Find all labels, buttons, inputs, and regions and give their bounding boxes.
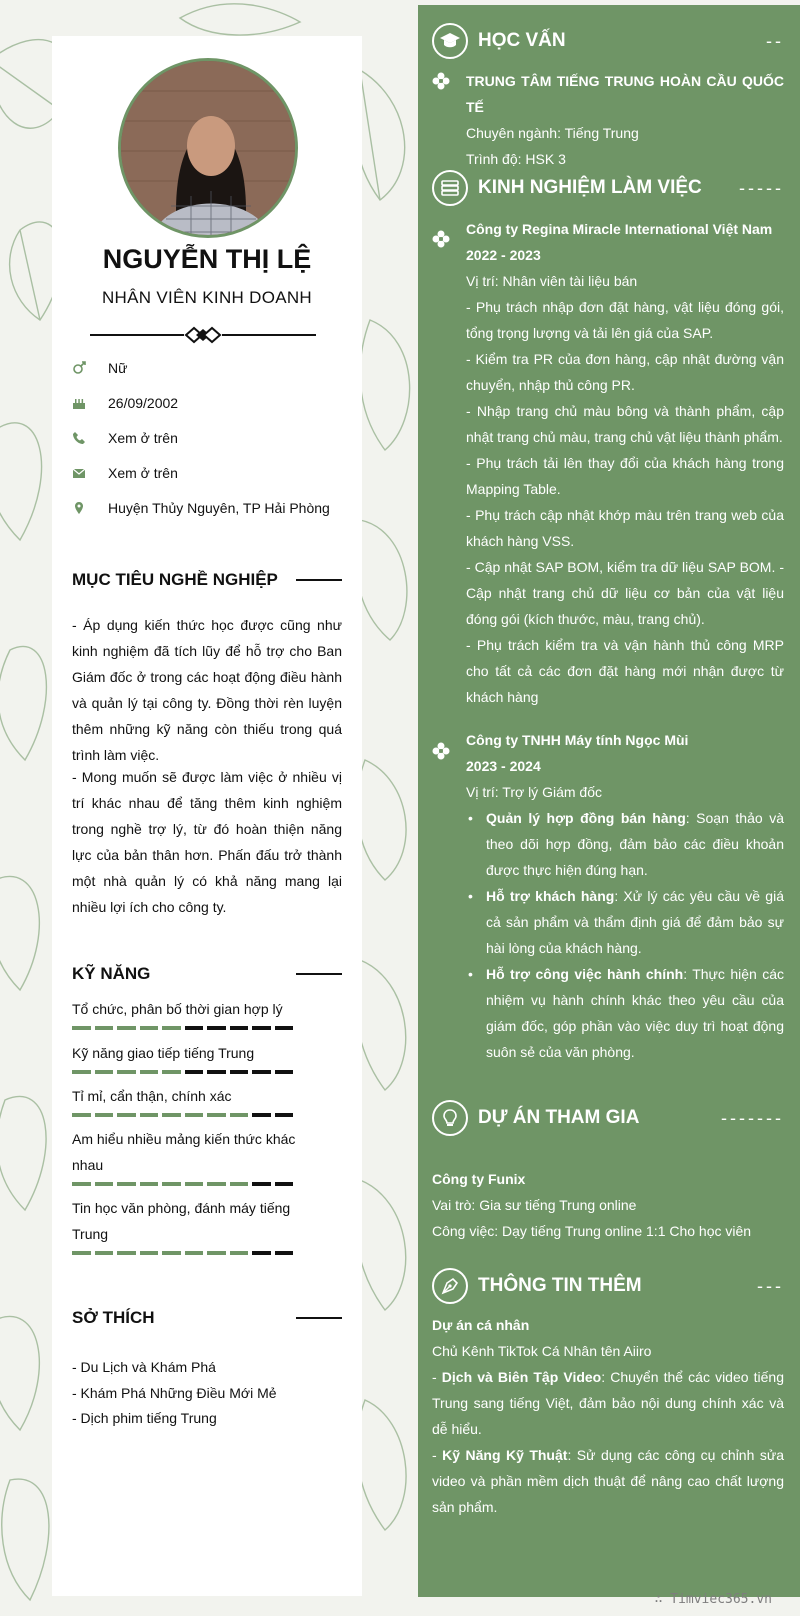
company-name: Công ty TNHH Máy tính Ngọc Mùi bbox=[466, 732, 689, 748]
extra-line: Chủ Kênh TikTok Cá Nhân tên Aiiro bbox=[432, 1343, 652, 1359]
skill-segment bbox=[185, 1070, 204, 1074]
experience-entry bbox=[466, 216, 784, 710]
skill-segment bbox=[117, 1113, 136, 1117]
skill-segment bbox=[140, 1113, 159, 1117]
experience-entry bbox=[466, 727, 784, 1065]
skill-segment bbox=[162, 1182, 181, 1186]
bullet-bold: Kỹ Năng Kỹ Thuật bbox=[442, 1447, 568, 1463]
skill-segment bbox=[230, 1251, 249, 1255]
skill-segment bbox=[252, 1070, 271, 1074]
skill-level-bar bbox=[72, 1182, 302, 1186]
job-period: 2022 - 2023 bbox=[466, 247, 541, 263]
skill-segment bbox=[207, 1182, 226, 1186]
hobby-item: - Du Lịch và Khám Phá bbox=[72, 1359, 216, 1375]
graduation-cap-icon bbox=[432, 23, 468, 59]
bullet-bold: Dịch và Biên Tập Video bbox=[441, 1369, 602, 1385]
skill-segment bbox=[185, 1113, 204, 1117]
hobby-item: - Khám Phá Những Điều Mới Mẻ bbox=[72, 1385, 277, 1401]
education-major: Chuyên ngành: Tiếng Trung bbox=[466, 125, 639, 141]
job-bullet bbox=[466, 805, 784, 883]
skill-segment bbox=[95, 1113, 114, 1117]
section-title-line bbox=[296, 579, 342, 581]
skill-segment bbox=[140, 1251, 159, 1255]
contact-value: Xem ở trên bbox=[108, 465, 178, 481]
contact-gender bbox=[72, 356, 362, 380]
experience-section-header bbox=[432, 168, 784, 208]
skill-segment bbox=[140, 1070, 159, 1074]
pen-nib-icon bbox=[432, 1268, 468, 1304]
skill-segment bbox=[95, 1251, 114, 1255]
objective-paragraph-2: - Mong muốn sẽ được làm việc ở nhiều vị trí khác nhau để tăng thêm kinh nghiệm trong nghề trợ lý, từ đó hoàn thiện năng lực của bản thân hơn. Phấn đấu trở thành một nhà quản lý có khả năng mang lại nhiều lợi ích cho công ty. bbox=[72, 769, 342, 915]
skill-segment bbox=[275, 1182, 294, 1186]
contact-phone bbox=[72, 426, 362, 450]
objective-paragraph-1: - Áp dụng kiến thức học được cũng như kinh nghiệm đã tích lũy để hỗ trợ cho Ban Giám đốc ở trong các hoạt động điều hành và quản lý tại công ty. Đồng thời rèn luyện thêm những kỹ năng còn thiếu trong quá trình làm việc. bbox=[72, 617, 342, 763]
education-section-header bbox=[432, 21, 784, 61]
skill-segment bbox=[117, 1182, 136, 1186]
skill-segment bbox=[72, 1026, 91, 1030]
job-duty: - Phụ trách nhập đơn đặt hàng, vật liệu đóng gói, tổng trọng lượng và tải lên giá của SAP. bbox=[466, 299, 784, 341]
company-name: Công ty Regina Miracle International Việt Nam bbox=[466, 221, 773, 237]
project-company: Công ty Funix bbox=[432, 1171, 526, 1187]
skill-segment bbox=[140, 1182, 159, 1186]
birthday-cake-icon bbox=[72, 396, 108, 410]
avatar bbox=[118, 58, 298, 238]
extra-bullet: - Dịch và Biên Tập Video: Chuyển thể các video tiếng Trung sang tiếng Việt, đảm bảo nội dung chính xác và dễ hiểu. bbox=[432, 1369, 785, 1437]
bullet-text: : Thực hiện các nhiệm vụ hành chính khác theo yêu cầu của giám đốc, góp phần vào việc duy trì hoạt động suôn sẻ của văn phòng. bbox=[486, 966, 784, 1060]
section-title-text: HỌC VẤN bbox=[478, 30, 566, 51]
objective-section-title bbox=[72, 568, 342, 592]
skill-segment bbox=[162, 1113, 181, 1117]
skill-segment bbox=[162, 1026, 181, 1030]
contact-address bbox=[72, 496, 362, 520]
section-title-text: KỸ NĂNG bbox=[72, 964, 151, 983]
job-duty: - Phụ trách cập nhật khớp màu trên trang web của khách hàng VSS. bbox=[466, 507, 784, 549]
section-dash: -- bbox=[766, 30, 784, 51]
projects-section-header bbox=[432, 1098, 784, 1138]
section-title-text: DỰ ÁN THAM GIA bbox=[478, 1107, 640, 1128]
job-duty: - Nhập trang chủ màu bông và thành phẩm, cập nhật trang chủ màu, trang chủ vật liệu thành phẩm. bbox=[466, 403, 784, 445]
skill-segment bbox=[185, 1182, 204, 1186]
skill-segment bbox=[72, 1182, 91, 1186]
skill-item bbox=[72, 1040, 302, 1074]
watermark: ∴ Timviec365.vn bbox=[654, 1592, 772, 1607]
skill-segment bbox=[275, 1113, 294, 1117]
job-position: Vị trí: Trợ lý Giám đốc bbox=[466, 784, 602, 800]
skill-segment bbox=[207, 1070, 226, 1074]
contact-birthday bbox=[72, 391, 362, 415]
job-duty: - Phụ trách kiểm tra và vận hành thủ công MRP cho tất cả các đơn đặt hàng mới nhận được từ khách hàng bbox=[466, 637, 784, 705]
skill-segment bbox=[252, 1113, 271, 1117]
education-level: Trình độ: HSK 3 bbox=[466, 151, 566, 167]
skill-segment bbox=[117, 1251, 136, 1255]
section-title-text: KINH NGHIỆM LÀM VIỆC bbox=[478, 177, 702, 198]
job-period: 2023 - 2024 bbox=[466, 758, 541, 774]
skill-level-bar bbox=[72, 1026, 302, 1030]
skill-segment bbox=[207, 1026, 226, 1030]
extra-heading: Dự án cá nhân bbox=[432, 1317, 530, 1333]
job-duty: - Phụ trách tải lên thay đổi của khách hàng trong Mapping Table. bbox=[466, 455, 784, 497]
bullet-text: : Xử lý các yêu cầu về giá cả sản phẩm và thẩm định giá để đảm bảo sự hài lòng của khách hàng. bbox=[486, 888, 784, 956]
skill-segment bbox=[230, 1070, 249, 1074]
skill-segment bbox=[95, 1070, 114, 1074]
bullet-bold: Hỗ trợ công việc hành chính bbox=[486, 966, 684, 982]
skill-segment bbox=[117, 1026, 136, 1030]
skill-label: Tổ chức, phân bố thời gian hợp lý bbox=[72, 1001, 283, 1017]
job-position: Vị trí: Nhân viên tài liệu bán bbox=[466, 273, 638, 289]
skill-segment bbox=[275, 1251, 294, 1255]
skill-label: Tin học văn phòng, đánh máy tiếng Trung bbox=[72, 1200, 291, 1242]
job-bullet bbox=[466, 883, 784, 961]
contact-value: Huyện Thủy Nguyên, TP Hải Phòng bbox=[108, 500, 330, 516]
section-title-line bbox=[296, 973, 342, 975]
skills-section-title bbox=[72, 962, 342, 986]
section-dash: --- bbox=[757, 1275, 784, 1296]
skill-level-bar bbox=[72, 1070, 302, 1074]
skill-level-bar bbox=[72, 1113, 302, 1117]
skill-item bbox=[72, 1195, 302, 1255]
skill-label: Kỹ năng giao tiếp tiếng Trung bbox=[72, 1045, 255, 1061]
contact-value: Nữ bbox=[108, 360, 128, 376]
skill-segment bbox=[275, 1070, 294, 1074]
extra-bullet: - Kỹ Năng Kỹ Thuật: Sử dụng các công cụ chỉnh sửa video và phần mềm dịch thuật để nâng cao chất lượng sản phẩm. bbox=[432, 1447, 784, 1515]
skill-segment bbox=[95, 1182, 114, 1186]
skill-segment bbox=[230, 1113, 249, 1117]
skill-label: Tỉ mỉ, cẩn thận, chính xác bbox=[72, 1088, 232, 1104]
skill-segment bbox=[185, 1251, 204, 1255]
candidate-name: NGUYỄN THỊ LỆ bbox=[102, 244, 312, 274]
skill-segment bbox=[230, 1182, 249, 1186]
extra-info-section-header bbox=[432, 1266, 784, 1306]
skill-segment bbox=[252, 1251, 271, 1255]
skill-segment bbox=[72, 1113, 91, 1117]
skill-segment bbox=[117, 1070, 136, 1074]
section-title-text: MỤC TIÊU NGHỀ NGHIỆP bbox=[72, 570, 278, 589]
skill-segment bbox=[252, 1026, 271, 1030]
skill-segment bbox=[95, 1026, 114, 1030]
job-bullet bbox=[466, 961, 784, 1065]
skill-segment bbox=[207, 1113, 226, 1117]
section-title-line bbox=[296, 1317, 342, 1319]
flower-bullet-icon bbox=[432, 742, 450, 760]
bullet-text: : Sử dụng các công cụ chỉnh sửa video và phần mềm dịch thuật để nâng cao chất lượng sản phẩm. bbox=[432, 1447, 784, 1515]
contact-email bbox=[72, 461, 362, 485]
job-duty: - Cập nhật SAP BOM, kiểm tra dữ liệu SAP BOM. - Cập nhật trang chủ dữ liệu cơ bản của vật liệu đóng gói (kích thước, màu, trang chủ). bbox=[466, 559, 784, 627]
skill-item bbox=[72, 1126, 302, 1186]
section-title-text: THÔNG TIN THÊM bbox=[478, 1275, 642, 1296]
hobbies-section-title bbox=[72, 1306, 342, 1330]
bullet-bold: Quản lý hợp đồng bán hàng bbox=[486, 810, 686, 826]
project-entry bbox=[432, 1166, 784, 1244]
book-stack-icon bbox=[432, 170, 468, 206]
skill-segment bbox=[140, 1026, 159, 1030]
name-divider bbox=[90, 326, 326, 344]
gender-icon bbox=[72, 361, 108, 375]
bullet-bold: Hỗ trợ khách hàng bbox=[486, 888, 615, 904]
skill-label: Am hiểu nhiều mảng kiến thức khác nhau bbox=[72, 1131, 296, 1173]
lightbulb-icon bbox=[432, 1100, 468, 1136]
skill-item bbox=[72, 1083, 302, 1117]
job-duty: - Kiểm tra PR của đơn hàng, cập nhật đường vận chuyển, nhập thủ công PR. bbox=[466, 351, 784, 393]
skill-segment bbox=[162, 1070, 181, 1074]
skill-segment bbox=[275, 1026, 294, 1030]
phone-icon bbox=[72, 431, 108, 445]
skill-segment bbox=[207, 1251, 226, 1255]
skill-segment bbox=[230, 1026, 249, 1030]
job-bullet-list bbox=[466, 805, 784, 1065]
hobby-item: - Dịch phim tiếng Trung bbox=[72, 1410, 217, 1426]
flower-bullet-icon bbox=[432, 230, 450, 248]
bullet-text: : Soạn thảo và theo dõi hợp đồng, đảm bảo các điều khoản được thực hiện đúng hạn. bbox=[486, 810, 784, 878]
section-dash: ----- bbox=[739, 177, 784, 198]
skill-item bbox=[72, 996, 302, 1030]
location-pin-icon bbox=[72, 501, 108, 515]
education-entry bbox=[466, 68, 784, 172]
skill-segment bbox=[252, 1182, 271, 1186]
skill-segment bbox=[72, 1251, 91, 1255]
project-work: Công việc: Dạy tiếng Trung online 1:1 Cho học viên bbox=[432, 1223, 752, 1239]
project-role: Vai trò: Gia sư tiếng Trung online bbox=[432, 1197, 637, 1213]
skill-segment bbox=[162, 1251, 181, 1255]
bullet-text: : Chuyển thể các video tiếng Trung sang tiếng Việt, đảm bảo nội dung chính xác và dễ hiểu. bbox=[432, 1369, 785, 1437]
email-icon bbox=[72, 466, 108, 480]
school-name: TRUNG TÂM TIẾNG TRUNG HOÀN CẦU QUỐC TẾ bbox=[466, 73, 784, 115]
contact-value: Xem ở trên bbox=[108, 430, 178, 446]
section-title-text: SỞ THÍCH bbox=[72, 1308, 155, 1327]
candidate-job-title: NHÂN VIÊN KINH DOANH bbox=[101, 288, 313, 307]
flower-bullet-icon bbox=[432, 72, 450, 90]
skill-segment bbox=[72, 1070, 91, 1074]
extra-info-entry bbox=[432, 1312, 784, 1520]
skill-segment bbox=[185, 1026, 204, 1030]
contact-value: 26/09/2002 bbox=[108, 395, 179, 411]
skill-level-bar bbox=[72, 1251, 302, 1255]
section-dash: ------- bbox=[721, 1107, 784, 1128]
